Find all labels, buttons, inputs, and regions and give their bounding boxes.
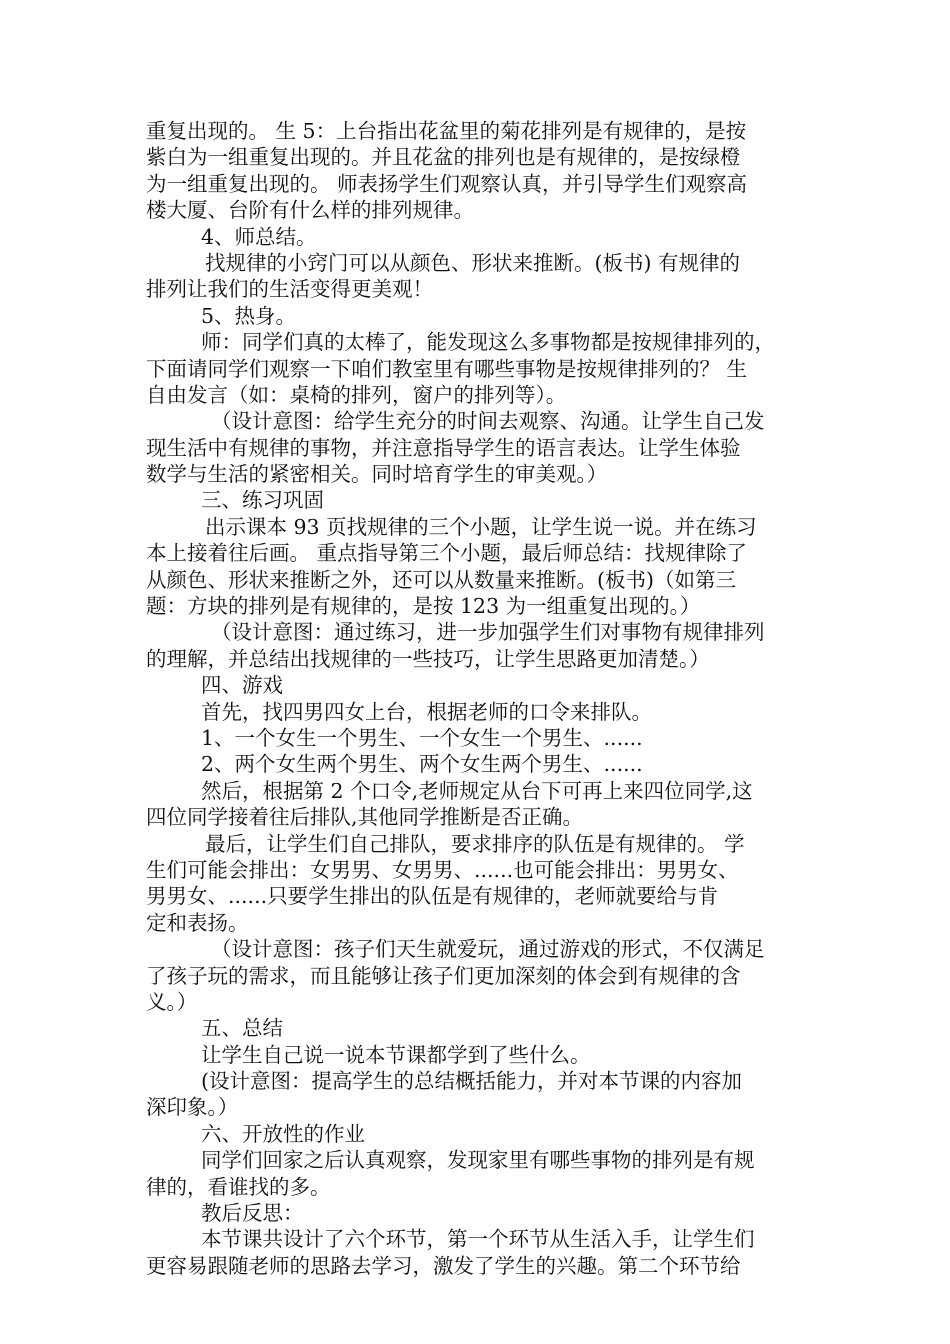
text-line: 为一组重复出现的。 师表扬学生们观察认真，并引导学生们观察高 — [146, 171, 748, 196]
text-line: 最后，让学生们自己排队，要求排序的队伍是有规律的。 学 — [205, 831, 745, 856]
text-line: 重复出现的。 生 5：上台指出花盆里的菊花排列是有规律的，是按 — [146, 119, 747, 143]
text-line: 4、师总结。 — [201, 224, 317, 249]
text-line: 让学生自己说一说本节课都学到了些什么。 — [201, 1042, 591, 1067]
text-line: 数学与生活的紧密相关。同时培育学生的审美观。） — [146, 462, 608, 487]
text-line: 楼大厦、台阶有什么样的排列规律。 — [146, 198, 474, 223]
text-line: 下面请同学们观察一下咱们教室里有哪些事物是按规律排列的？ 生 — [146, 356, 748, 381]
text-line: （设计意图：通过练习，进一步加强学生们对事物有规律排列 — [211, 620, 765, 645]
text-line: （设计意图：孩子们天生就爱玩，通过游戏的形式，不仅满足 — [211, 937, 765, 962]
text-line: 定和表扬。 — [146, 910, 249, 935]
text-line: 五、总结 — [201, 1016, 283, 1041]
text-line: 四位同学接着往后排队,其他同学推断是否正确。 — [146, 805, 584, 830]
text-line: 本上接着往后画。 重点指导第三个小题，最后师总结：找规律除了 — [146, 541, 748, 566]
text-line: 教后反思： — [201, 1201, 304, 1226]
text-line: 四、游戏 — [201, 673, 283, 698]
text-line: 2、两个女生两个男生、两个女生两个男生、...... — [201, 752, 643, 777]
text-line: 找规律的小窍门可以从颜色、形状来推断。(板书) 有规律的 — [205, 250, 741, 275]
text-line: (设计意图：提高学生的总结概括能力，并对本节课的内容加 — [201, 1069, 742, 1094]
text-line: 出示课本 93 页找规律的三个小题，让学生说一说。并在练习 — [205, 514, 757, 539]
text-line: 题：方块的排列是有规律的，是按 123 为一组重复出现的。） — [146, 594, 701, 619]
text-line: （设计意图：给学生充分的时间去观察、沟通。让学生自己发 — [211, 409, 765, 434]
document-body — [146, 118, 811, 1279]
text-line: 现生活中有规律的事物，并注意指导学生的语言表达。让学生体验 — [146, 435, 741, 460]
text-line: 的理解，并总结出找规律的一些技巧，让学生思路更加清楚。） — [146, 646, 710, 671]
text-line: 义。） — [146, 989, 198, 1014]
text-line: 然后，根据第 2 个口令,老师规定从台下可再上来四位同学,这 — [201, 778, 753, 803]
text-line: 1、一个女生一个男生、一个女生一个男生、...... — [201, 725, 643, 750]
text-line: 5、热身。 — [201, 303, 297, 328]
text-line: 从颜色、形状来推断之外，还可以从数量来推断。(板书)（如第三 — [146, 567, 736, 592]
text-line: 同学们回家之后认真观察，发现家里有哪些事物的排列是有规 — [201, 1148, 755, 1173]
text-line: 深印象。） — [146, 1095, 239, 1120]
text-line: 男男女、......只要学生排出的队伍是有规律的，老师就要给与肯 — [146, 884, 719, 909]
text-line: 更容易跟随老师的思路去学习，激发了学生的兴趣。第二个环节给 — [146, 1253, 741, 1278]
text-line: 首先，找四男四女上台，根据老师的口令来排队。 — [201, 699, 652, 724]
text-line: 师：同学们真的太棒了，能发现这么多事物都是按规律排列的， — [201, 330, 775, 355]
text-line: 紫白为一组重复出现的。并且花盆的排列也是有规律的，是按绿橙 — [146, 145, 741, 170]
text-line: 排列让我们的生活变得更美观！ — [146, 277, 433, 302]
text-line: 六、开放性的作业 — [201, 1121, 365, 1146]
text-line: 三、练习巩固 — [201, 488, 324, 513]
text-line: 了孩子玩的需求，而且能够让孩子们更加深刻的体会到有规律的含 — [146, 963, 741, 988]
text-line: 本节课共设计了六个环节，第一个环节从生活入手，让学生们 — [201, 1227, 755, 1252]
text-line: 自由发言（如：桌椅的排列，窗户的排列等）。 — [146, 382, 567, 407]
text-line: 律的，看谁找的多。 — [146, 1174, 331, 1199]
text-line: 生们可能会排出：女男男、女男男、......也可能会排出：男男女、 — [146, 857, 739, 882]
